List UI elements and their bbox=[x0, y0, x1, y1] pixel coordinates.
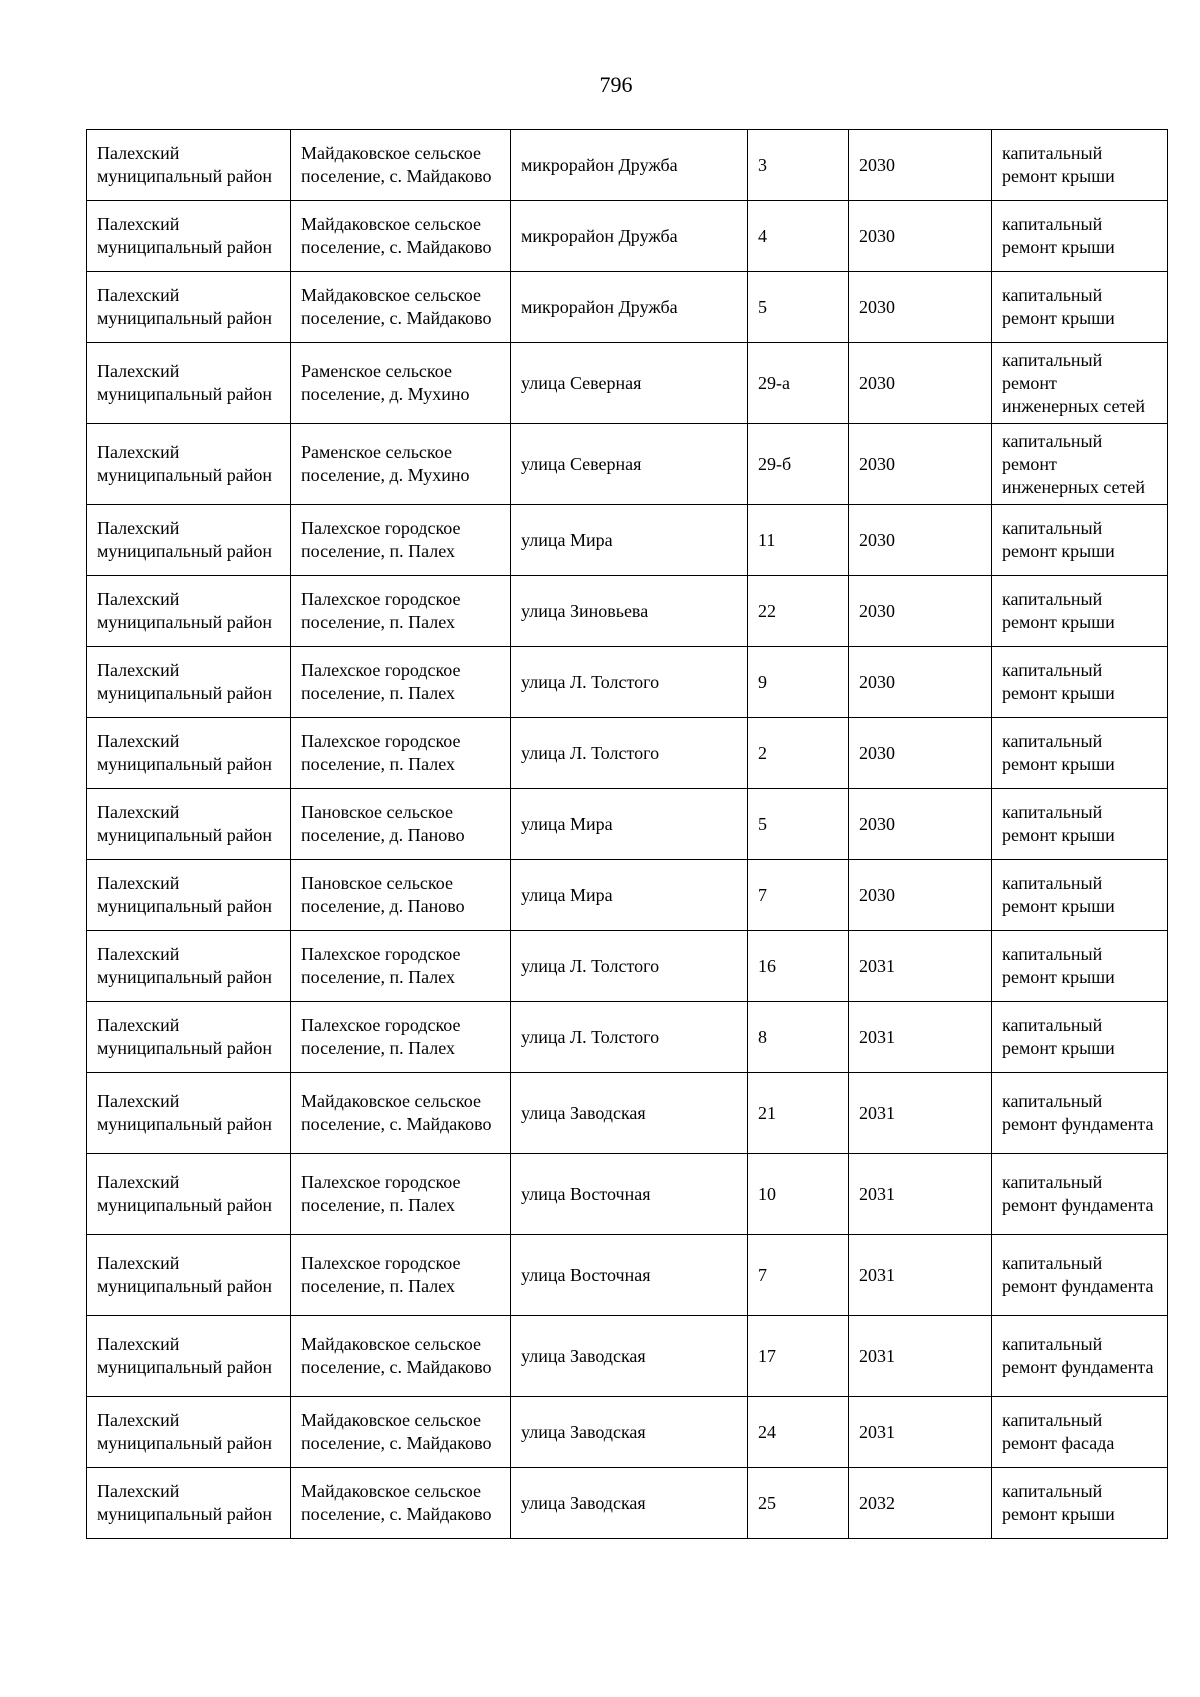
street-cell: улица Восточная bbox=[511, 1235, 748, 1316]
work-type-cell: капитальный ремонт фундамента bbox=[992, 1316, 1168, 1397]
house-number-cell: 5 bbox=[748, 789, 849, 860]
house-number-cell: 2 bbox=[748, 718, 849, 789]
table-row bbox=[87, 576, 1168, 647]
work-type-cell: капитальный ремонт крыши bbox=[992, 576, 1168, 647]
street-cell: улица Восточная bbox=[511, 1154, 748, 1235]
street-cell: улица Мира bbox=[511, 789, 748, 860]
settlement-cell: Палехское городское поселение, п. Палех bbox=[291, 1002, 511, 1073]
street-cell: улица Заводская bbox=[511, 1397, 748, 1468]
work-type-cell: капитальный ремонт фасада bbox=[992, 1397, 1168, 1468]
work-type-cell: капитальный ремонт крыши bbox=[992, 272, 1168, 343]
settlement-cell: Майдаковское сельское поселение, с. Майдаково bbox=[291, 130, 511, 201]
year-cell: 2030 bbox=[849, 201, 992, 272]
settlement-cell: Палехское городское поселение, п. Палех bbox=[291, 931, 511, 1002]
house-number-cell: 17 bbox=[748, 1316, 849, 1397]
year-cell: 2030 bbox=[849, 576, 992, 647]
street-cell: улица Заводская bbox=[511, 1316, 748, 1397]
district-cell: Палехский муниципальный район bbox=[87, 1073, 291, 1154]
district-cell: Палехский муниципальный район bbox=[87, 1468, 291, 1539]
street-cell: улица Л. Толстого bbox=[511, 647, 748, 718]
street-cell: улица Зиновьева bbox=[511, 576, 748, 647]
year-cell: 2030 bbox=[849, 272, 992, 343]
work-type-cell: капитальный ремонт фундамента bbox=[992, 1154, 1168, 1235]
table-body bbox=[87, 130, 1168, 1539]
district-cell: Палехский муниципальный район bbox=[87, 130, 291, 201]
street-cell: улица Л. Толстого bbox=[511, 931, 748, 1002]
settlement-cell: Майдаковское сельское поселение, с. Майдаково bbox=[291, 1397, 511, 1468]
work-type-cell: капитальный ремонт крыши bbox=[992, 931, 1168, 1002]
work-type-cell: капитальный ремонт крыши bbox=[992, 647, 1168, 718]
table-row bbox=[87, 647, 1168, 718]
settlement-cell: Палехское городское поселение, п. Палех bbox=[291, 647, 511, 718]
house-number-cell: 9 bbox=[748, 647, 849, 718]
page-number: 796 bbox=[599, 72, 633, 97]
district-cell: Палехский муниципальный район bbox=[87, 576, 291, 647]
year-cell: 2031 bbox=[849, 931, 992, 1002]
street-cell: микрорайон Дружба bbox=[511, 130, 748, 201]
district-cell: Палехский муниципальный район bbox=[87, 718, 291, 789]
district-cell: Палехский муниципальный район bbox=[87, 272, 291, 343]
year-cell: 2031 bbox=[849, 1316, 992, 1397]
work-type-cell: капитальный ремонт инженерных сетей bbox=[992, 343, 1168, 424]
table-row bbox=[87, 718, 1168, 789]
settlement-cell: Пановское сельское поселение, д. Паново bbox=[291, 860, 511, 931]
table-row bbox=[87, 505, 1168, 576]
district-cell: Палехский муниципальный район bbox=[87, 1154, 291, 1235]
year-cell: 2031 bbox=[849, 1154, 992, 1235]
settlement-cell: Майдаковское сельское поселение, с. Майдаково bbox=[291, 1468, 511, 1539]
district-cell: Палехский муниципальный район bbox=[87, 1002, 291, 1073]
table-row bbox=[87, 1154, 1168, 1235]
year-cell: 2030 bbox=[849, 130, 992, 201]
house-number-cell: 3 bbox=[748, 130, 849, 201]
district-cell: Палехский муниципальный район bbox=[87, 860, 291, 931]
settlement-cell: Палехское городское поселение, п. Палех bbox=[291, 1235, 511, 1316]
house-number-cell: 24 bbox=[748, 1397, 849, 1468]
district-cell: Палехский муниципальный район bbox=[87, 1397, 291, 1468]
year-cell: 2030 bbox=[849, 343, 992, 424]
repair-schedule-table bbox=[86, 129, 1168, 1539]
house-number-cell: 22 bbox=[748, 576, 849, 647]
year-cell: 2031 bbox=[849, 1002, 992, 1073]
table-row bbox=[87, 1002, 1168, 1073]
settlement-cell: Раменское сельское поселение, д. Мухино bbox=[291, 343, 511, 424]
settlement-cell: Майдаковское сельское поселение, с. Майдаково bbox=[291, 201, 511, 272]
house-number-cell: 7 bbox=[748, 860, 849, 931]
settlement-cell: Майдаковское сельское поселение, с. Майдаково bbox=[291, 1316, 511, 1397]
table-row bbox=[87, 931, 1168, 1002]
table-row bbox=[87, 1073, 1168, 1154]
year-cell: 2030 bbox=[849, 789, 992, 860]
work-type-cell: капитальный ремонт крыши bbox=[992, 1002, 1168, 1073]
work-type-cell: капитальный ремонт инженерных сетей bbox=[992, 424, 1168, 505]
work-type-cell: капитальный ремонт крыши bbox=[992, 718, 1168, 789]
district-cell: Палехский муниципальный район bbox=[87, 343, 291, 424]
work-type-cell: капитальный ремонт крыши bbox=[992, 130, 1168, 201]
house-number-cell: 5 bbox=[748, 272, 849, 343]
settlement-cell: Пановское сельское поселение, д. Паново bbox=[291, 789, 511, 860]
year-cell: 2031 bbox=[849, 1397, 992, 1468]
table-row bbox=[87, 1235, 1168, 1316]
district-cell: Палехский муниципальный район bbox=[87, 647, 291, 718]
district-cell: Палехский муниципальный район bbox=[87, 1235, 291, 1316]
house-number-cell: 21 bbox=[748, 1073, 849, 1154]
settlement-cell: Палехское городское поселение, п. Палех bbox=[291, 505, 511, 576]
house-number-cell: 8 bbox=[748, 1002, 849, 1073]
work-type-cell: капитальный ремонт крыши bbox=[992, 860, 1168, 931]
street-cell: улица Л. Толстого bbox=[511, 718, 748, 789]
house-number-cell: 7 bbox=[748, 1235, 849, 1316]
work-type-cell: капитальный ремонт фундамента bbox=[992, 1073, 1168, 1154]
work-type-cell: капитальный ремонт крыши bbox=[992, 1468, 1168, 1539]
district-cell: Палехский муниципальный район bbox=[87, 1316, 291, 1397]
year-cell: 2030 bbox=[849, 647, 992, 718]
year-cell: 2031 bbox=[849, 1235, 992, 1316]
street-cell: улица Заводская bbox=[511, 1468, 748, 1539]
house-number-cell: 10 bbox=[748, 1154, 849, 1235]
table-row bbox=[87, 1316, 1168, 1397]
house-number-cell: 29-б bbox=[748, 424, 849, 505]
work-type-cell: капитальный ремонт крыши bbox=[992, 789, 1168, 860]
street-cell: улица Заводская bbox=[511, 1073, 748, 1154]
settlement-cell: Палехское городское поселение, п. Палех bbox=[291, 1154, 511, 1235]
house-number-cell: 11 bbox=[748, 505, 849, 576]
street-cell: микрорайон Дружба bbox=[511, 201, 748, 272]
table-row bbox=[87, 343, 1168, 424]
settlement-cell: Палехское городское поселение, п. Палех bbox=[291, 718, 511, 789]
settlement-cell: Майдаковское сельское поселение, с. Майдаково bbox=[291, 272, 511, 343]
street-cell: улица Мира bbox=[511, 505, 748, 576]
work-type-cell: капитальный ремонт крыши bbox=[992, 201, 1168, 272]
year-cell: 2031 bbox=[849, 1073, 992, 1154]
district-cell: Палехский муниципальный район bbox=[87, 505, 291, 576]
district-cell: Палехский муниципальный район bbox=[87, 201, 291, 272]
street-cell: улица Северная bbox=[511, 424, 748, 505]
year-cell: 2030 bbox=[849, 860, 992, 931]
house-number-cell: 25 bbox=[748, 1468, 849, 1539]
district-cell: Палехский муниципальный район bbox=[87, 424, 291, 505]
district-cell: Палехский муниципальный район bbox=[87, 789, 291, 860]
table-row bbox=[87, 130, 1168, 201]
street-cell: микрорайон Дружба bbox=[511, 272, 748, 343]
table-row bbox=[87, 1397, 1168, 1468]
work-type-cell: капитальный ремонт фундамента bbox=[992, 1235, 1168, 1316]
table-row bbox=[87, 424, 1168, 505]
table-row bbox=[87, 860, 1168, 931]
street-cell: улица Мира bbox=[511, 860, 748, 931]
table-row bbox=[87, 272, 1168, 343]
work-type-cell: капитальный ремонт крыши bbox=[992, 505, 1168, 576]
settlement-cell: Раменское сельское поселение, д. Мухино bbox=[291, 424, 511, 505]
table-row bbox=[87, 201, 1168, 272]
street-cell: улица Л. Толстого bbox=[511, 1002, 748, 1073]
table-row bbox=[87, 1468, 1168, 1539]
street-cell: улица Северная bbox=[511, 343, 748, 424]
house-number-cell: 29-а bbox=[748, 343, 849, 424]
year-cell: 2030 bbox=[849, 424, 992, 505]
settlement-cell: Майдаковское сельское поселение, с. Майдаково bbox=[291, 1073, 511, 1154]
settlement-cell: Палехское городское поселение, п. Палех bbox=[291, 576, 511, 647]
year-cell: 2030 bbox=[849, 718, 992, 789]
house-number-cell: 4 bbox=[748, 201, 849, 272]
year-cell: 2030 bbox=[849, 505, 992, 576]
district-cell: Палехский муниципальный район bbox=[87, 931, 291, 1002]
house-number-cell: 16 bbox=[748, 931, 849, 1002]
table-row bbox=[87, 789, 1168, 860]
year-cell: 2032 bbox=[849, 1468, 992, 1539]
